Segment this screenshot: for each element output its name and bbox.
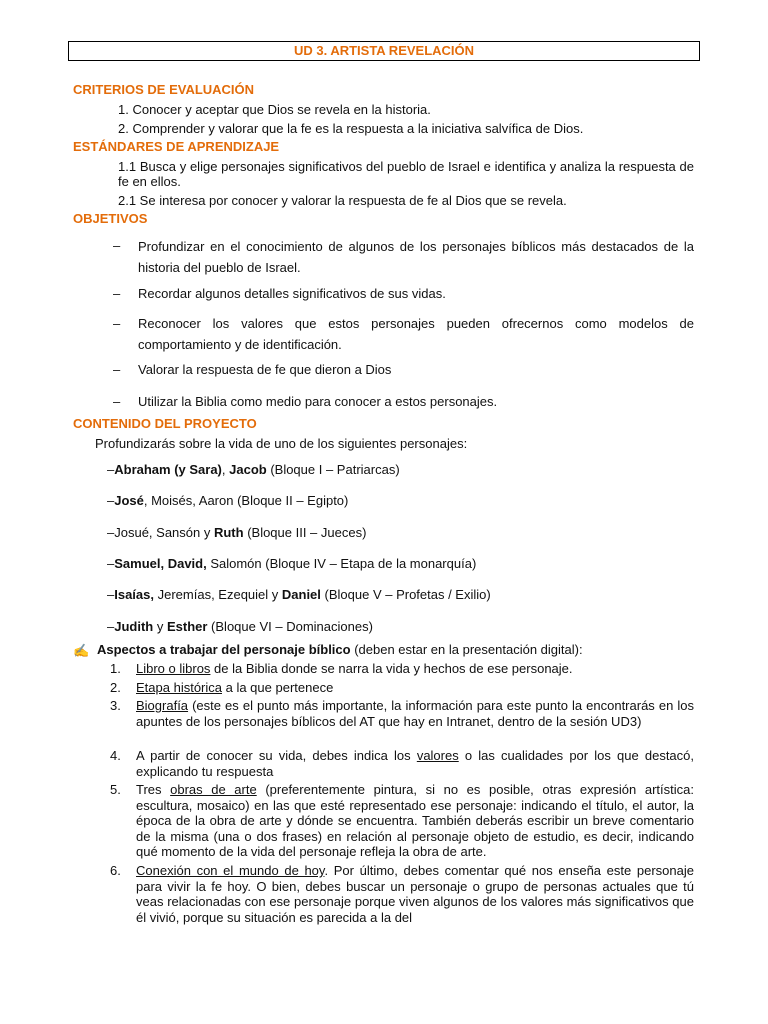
objetivos-heading: OBJETIVOS [73,211,148,226]
objetivo-item: Reconocer los valores que estos personajes pueden ofrecernos como modelos de comportamiento y de identificación. [138,316,694,352]
criterio-item: 1. Conocer y aceptar que Dios se revela en la historia. [118,102,431,117]
objetivo-dash: – [113,238,121,253]
personaje-row: –Abraham (y Sara), Jacob (Bloque I – Patriarcas) [107,462,400,477]
objetivo-item: Recordar algunos detalles significativos de sus vidas. [138,286,446,301]
aspectos-heading: Aspectos a trabajar del personaje bíblico (deben estar en la presentación digital): [97,642,583,657]
aspecto-item: Conexión con el mundo de hoy. Por último, debes comentar qué nos enseña este personaje para vivir la fe hoy. O bien, debes buscar un personaje o grupo de personas actuales que tú veas relacionadas con ese personaje porque viven algunos de los valores más significativos que él vivió, porque su situación es parecida a la del [136,863,694,925]
aspecto-number: 6. [110,863,121,878]
aspecto-number: 3. [110,698,121,713]
estandar-item: 2.1 Se interesa por conocer y valorar la respuesta de fe al Dios que se revela. [118,193,567,208]
aspecto-number: 5. [110,782,121,797]
aspecto-item: Biografía (este es el punto más importante, la información para este punto la encontrarás en los apuntes de los personajes bíblicos del AT que hay en Intranet, dentro de la sesión UD3) [136,698,694,729]
criterio-item: 2. Comprender y valorar que la fe es la respuesta a la iniciativa salvífica de Dios. [118,121,584,136]
estandar-item: 1.1 Busca y elige personajes significativos del pueblo de Israel e identifica y analiza la respuesta de fe en ellos. [118,159,694,189]
estandares-heading: ESTÁNDARES DE APRENDIZAJE [73,139,280,154]
document-title: UD 3. ARTISTA REVELACIÓN [68,41,700,61]
objetivo-dash: – [113,394,121,409]
objetivo-item: Valorar la respuesta de fe que dieron a Dios [138,362,392,377]
objetivo-item: Profundizar en el conocimiento de algunos de los personajes bíblicos más destacados de la historia del pueblo de Israel. [138,239,694,275]
contenido-heading: CONTENIDO DEL PROYECTO [73,416,257,431]
aspecto-item: A partir de conocer su vida, debes indica los valores o las cualidades por los que destacó, explicando tu respuesta [136,748,695,779]
aspecto-item: Tres obras de arte (preferentemente pintura, si no es posible, otras expresión artística: escultura, mosaico) en las que esté representado ese personaje: indicando el título, el autor, la época de la obra de arte y dónde se encuentra. También deberás escribir un breve comentario de la misma (una o dos frases) en relación al personaje objeto de estudio, es decir, indicando qué momento de la vida del personaje refleja la obra de arte. [136,782,694,859]
aspecto-item: Etapa histórica a la que pertenece [136,680,334,695]
objetivo-item: Utilizar la Biblia como medio para conocer a estos personajes. [138,394,498,409]
objetivo-dash: – [113,316,121,331]
personaje-row: –Josué, Sansón y Ruth (Bloque III – Jueces) [107,525,367,540]
criterios-heading: CRITERIOS DE EVALUACIÓN [73,82,255,97]
personaje-row: –Samuel, David, Salomón (Bloque IV – Etapa de la monarquía) [107,556,477,571]
aspecto-number: 1. [110,661,121,676]
personaje-row: –Judith y Esther (Bloque VI – Dominaciones) [107,619,373,634]
aspecto-item: Libro o libros de la Biblia donde se narra la vida y hechos de ese personaje. [136,661,573,676]
aspecto-number: 2. [110,680,121,695]
personaje-row: –Isaías, Jeremías, Ezequiel y Daniel (Bloque V – Profetas / Exilio) [107,587,491,602]
aspecto-number: 4. [110,748,121,763]
objetivo-dash: – [113,362,121,377]
contenido-intro: Profundizarás sobre la vida de uno de los siguientes personajes: [95,436,468,451]
writing-hand-icon: ✍ [73,643,90,658]
objetivo-dash: – [113,286,121,301]
personaje-row: –José, Moisés, Aaron (Bloque II – Egipto) [107,493,349,508]
